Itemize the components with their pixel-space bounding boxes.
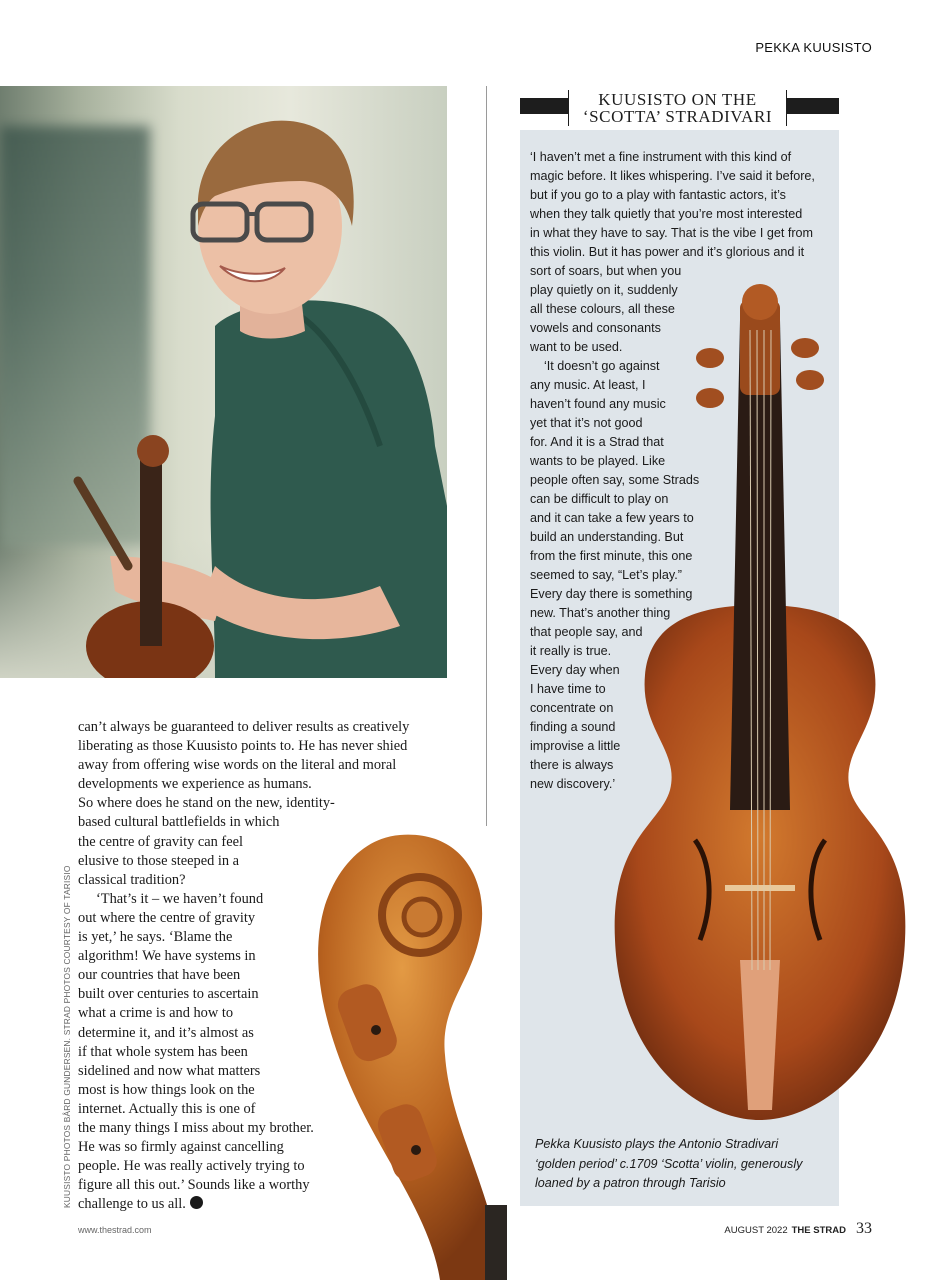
sidebar-line: build an understanding. But (530, 530, 684, 544)
article-body (78, 718, 438, 1214)
body-line: So where does he stand on the new, identity- (78, 795, 335, 812)
body-line: classical tradition? (78, 871, 186, 888)
sidebar-line: any music. At least, I (530, 378, 646, 392)
sidebar-line: for. And it is a Strad that (530, 435, 664, 449)
body-line: built over centuries to ascertain (78, 986, 259, 1003)
body-line: the centre of gravity can feel (78, 833, 244, 850)
body-line: out where the centre of gravity (78, 909, 256, 926)
sidebar-line: want to be used. (530, 340, 623, 354)
body-line: ‘That’s it – we haven’t found (96, 890, 264, 907)
body-line-last (78, 1195, 438, 1214)
body-line: our countries that have been (78, 967, 241, 984)
sidebar-line: seemed to say, “Let’s play.” (530, 568, 682, 582)
caption-line: loaned by a patron through Tarisio (535, 1176, 726, 1190)
body-line: away from offering wise words on the literal and moral (78, 757, 397, 774)
heading-bar-left (520, 98, 568, 114)
caption-line: ‘golden period’ c.1709 ‘Scotta’ violin, generously (535, 1156, 803, 1171)
sidebar-line: that people say, and (530, 625, 643, 639)
body-line: based cultural battlefields in which (78, 814, 280, 831)
sidebar-title-line-2: ‘SCOTTA’ STRADIVARI (582, 107, 773, 126)
sidebar-line: this violin. But it has power and it’s glorious and it (530, 245, 805, 259)
body-line: what a crime is and how to (78, 1005, 234, 1022)
sidebar-line: sort of soars, but when you (530, 264, 682, 278)
body-line: most is how things look on the (78, 1081, 255, 1098)
sidebar-line: haven’t found any music (530, 397, 666, 411)
sidebar-line: and it can take a few years to (530, 511, 694, 525)
body-line: is yet,’ he says. ‘Blame the (78, 929, 233, 946)
sidebar-line: but if you go to a play with fantastic actors, it’s (530, 188, 786, 202)
sidebar-line: yet that it’s not good (530, 416, 643, 430)
sidebar-line: improvise a little (530, 739, 621, 753)
sidebar-line: new discovery.’ (530, 777, 616, 791)
sidebar-line: ‘It doesn’t go against (544, 359, 660, 373)
sidebar-line: in what they have to say. That is the vibe I get from (530, 226, 814, 240)
sidebar-line: magic before. It likes whispering. I’ve said it before, (530, 169, 815, 183)
sidebar-line: vowels and consonants (530, 321, 661, 335)
sidebar-line: there is always (530, 758, 614, 772)
sidebar-line: when they talk quietly that you’re most interested (530, 207, 803, 221)
heading-bar-right (787, 98, 839, 114)
sidebar-line: I have time to (530, 682, 606, 696)
sidebar-line: people often say, some Strads (530, 473, 700, 487)
sidebar-line: finding a sound (530, 720, 616, 734)
running-head: PEKKA KUUSISTO (755, 40, 872, 55)
sidebar-title (568, 90, 787, 126)
sidebar-text (530, 148, 822, 794)
sidebar-line: all these colours, all these (530, 302, 675, 316)
footer-folio (724, 1220, 872, 1238)
body-line: He was so firmly against cancelling (78, 1139, 284, 1156)
body-line: if that whole system has been (78, 1043, 248, 1060)
sidebar-line: it really is true. (530, 644, 612, 658)
sidebar-line: from the first minute, this one (530, 549, 693, 563)
sidebar-line: play quietly on it, suddenly (530, 283, 678, 297)
sidebar-line: wants to be played. Like (530, 454, 666, 468)
portrait-illustration (0, 86, 447, 678)
footer-issue: AUGUST 2022 (724, 1225, 788, 1236)
bow (78, 481, 128, 566)
body-line: sidelined and now what matters (78, 1062, 261, 1079)
body-line: figure all this out.’ Sounds like a worthy (78, 1177, 310, 1194)
portrait-photo (0, 86, 447, 678)
column-rule (486, 86, 487, 826)
body-line: liberating as those Kuusisto points to. He has never shied (78, 738, 408, 755)
body-line: developments we experience as humans. (78, 776, 312, 793)
body-line: can’t always be guaranteed to deliver results as creatively (78, 719, 410, 735)
caption-line: Pekka Kuusisto plays the Antonio Stradivari (535, 1137, 779, 1151)
photo-caption (535, 1135, 827, 1194)
sidebar-line: new. That’s another thing (530, 606, 671, 620)
body-line: algorithm! We have systems in (78, 948, 256, 965)
sidebar-title-line-1: KUUSISTO ON THE (598, 90, 757, 109)
photo-credit: KUUSISTO PHOTOS BÅRD GUNDERSEN. STRAD PHOTOS COURTESY OF TARISIO (62, 865, 72, 1208)
footer-magazine: THE STRAD (791, 1225, 846, 1236)
sidebar-line: Every day there is something (530, 587, 693, 601)
sidebar-line: can be difficult to play on (530, 492, 669, 506)
body-line-last-text: challenge to us all. (78, 1196, 186, 1213)
sidebar-line: ‘I haven’t met a fine instrument with this kind of (530, 150, 792, 164)
body-line: the many things I miss about my brother. (78, 1119, 314, 1136)
body-line: internet. Actually this is one of (78, 1100, 256, 1117)
footer-url: www.thestrad.com (78, 1225, 152, 1235)
body-line: determine it, and it’s almost as (78, 1024, 254, 1041)
sidebar-line: Every day when (530, 663, 620, 677)
body-line: elusive to those steeped in a (78, 852, 240, 869)
end-mark-icon (190, 1196, 203, 1209)
sidebar-heading (520, 90, 839, 126)
bridge (725, 885, 795, 891)
body-line: people. He was really actively trying to (78, 1158, 305, 1175)
page-number: 33 (856, 1220, 872, 1237)
sidebar-line: concentrate on (530, 701, 614, 715)
